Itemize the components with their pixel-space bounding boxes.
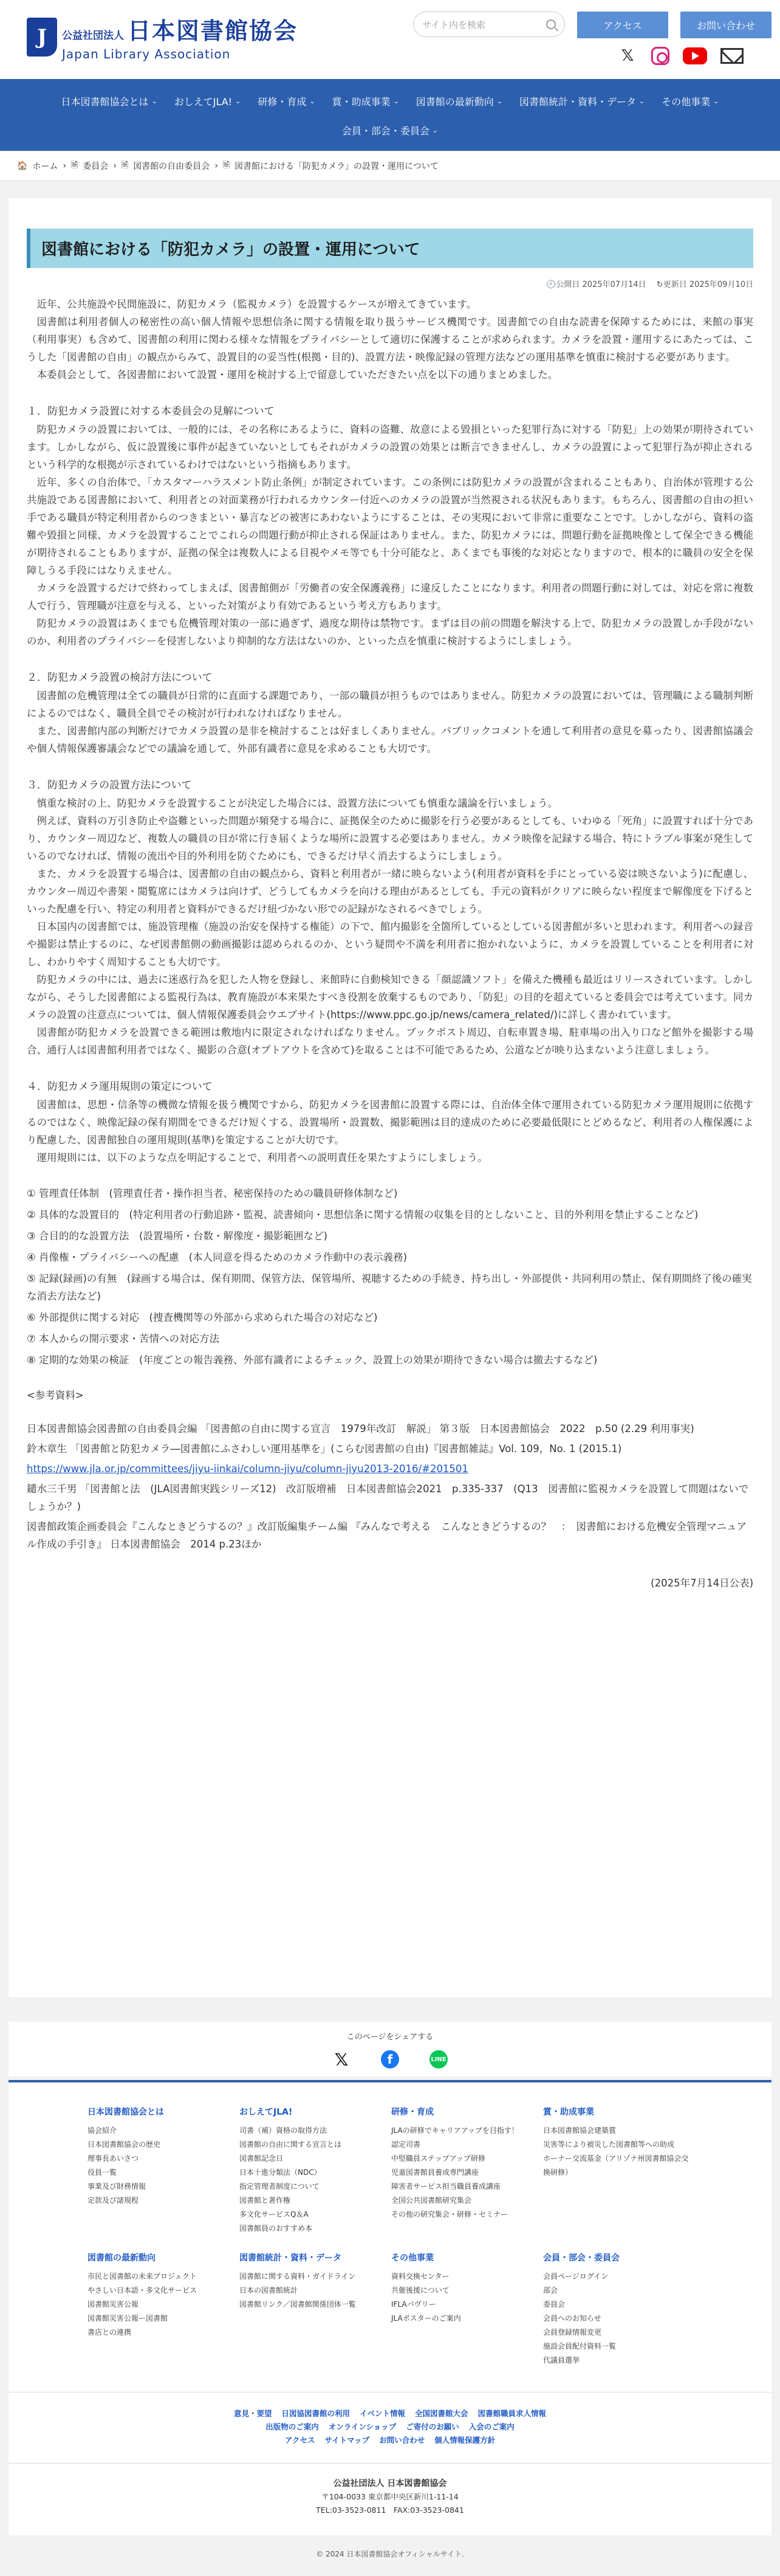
page-title: 図書館における「防犯カメラ」の設置・運用について xyxy=(27,229,753,268)
youtube-icon[interactable] xyxy=(683,47,707,64)
footer-link[interactable]: 図書館リンク／図書館関係団体一覧 xyxy=(239,2300,356,2309)
contact-button[interactable]: お問い合わせ xyxy=(680,12,771,38)
reference-link[interactable]: https://www.jla.or.jp/committees/jiyu-iinkai/column-jiyu/column-jiyu2013-2016/#201501 xyxy=(27,1463,468,1475)
footer-link[interactable]: 事業及び財務情報 xyxy=(87,2182,146,2191)
site-footer xyxy=(9,2080,771,2535)
nav-item-row1-3[interactable] xyxy=(324,88,408,114)
sns-links xyxy=(617,46,744,66)
section-paragraph: また、カメラを設置する場合は、図書館の自由の観点から、資料と利用者が一緒に映らないよう(利用者が資料を手にとっている姿は映さないよう)に配慮し、カウンター周辺や書架・閲覧席にはカメラは向けず、どうしてもカメラを向ける理由があるとしても、手元の資料がクリアに映らない程度まで解像度を下げるといった配慮を行い、特定の利用者と資料ができるだけ紐づかない形での記録がなされるべきでしょう。 xyxy=(27,868,753,915)
footer-link[interactable]: 市民と図書館の未来プロジェクト xyxy=(87,2272,197,2281)
share-label: このページをシェアする xyxy=(346,2033,434,2042)
references-heading: <参考資料> xyxy=(27,1390,84,1401)
article-dates xyxy=(27,278,753,289)
updated-date: ↻更新日 2025年09月10日 xyxy=(656,280,753,289)
footer-column-title[interactable]: 会員・部会・委員会 xyxy=(543,2253,620,2263)
section-heading: ２．防犯カメラ設置の検討方法について xyxy=(27,672,213,684)
reference-text: 鑓水三千男 「図書館と法 (JLA図書館実践シリーズ12) 改訂版増補 日本図書館協会2021 p.335-337 (Q13 図書館に監視カメラを設置して問題はないでしょうか？) xyxy=(27,1483,749,1512)
rule-item: ⑤ 記録(録画)の有無 (録画する場合は、保有期間、保管方法、保管場所、視聴するための手続き、持ち出し・外部提供・共同利用の禁止、保有期間終了後の確実な消去方法など) xyxy=(27,1273,752,1302)
footer-column xyxy=(87,2106,239,2236)
instagram-icon[interactable] xyxy=(651,47,669,65)
footer-links xyxy=(9,2392,771,2447)
chevron-down-icon: ⌄ xyxy=(432,126,439,134)
nav-item-row1-4[interactable] xyxy=(408,88,511,114)
footer-link[interactable]: 日本十進分類法（NDC） xyxy=(239,2168,321,2177)
footer-column-title[interactable]: 研修・育成 xyxy=(391,2107,434,2117)
footer-link[interactable]: 図書館に関する資料・ガイドライン xyxy=(239,2272,356,2281)
footer-bottom-link[interactable]: お問い合わせ xyxy=(379,2436,425,2445)
chevron-down-icon: ⌄ xyxy=(496,97,503,105)
section-paragraph: 近年、多くの自治体で、「カスタマーハラスメント防止条例」が制定されています。この条例には防犯カメラの設置が含まれることもあり、自治体が管理する公共施設である図書館において、利用者との対面業務が行われるカウンター付近へのカメラの設置が当然視される状況もあります。もちろん、図書館の自由の担い手である職員が特定利用者からのつきまとい・暴言などの被害にあわないようにすることは、その実現において非常に重要なことです。しかしながら、資料の盗難や毀損と同様、カメラを設置することでこれらの問題行動が抑止される保証はありません。また、防犯カメラには、問題行動を証拠映像として保全できる機能が期待されることもありますが、証拠の保全は複数人による目視やメモ等でも十分可能なと、あくまでも事後的な対応となりますので、根本的に職員の安全を保障しうる手段にはなりえません。 xyxy=(27,477,753,576)
footer-link[interactable]: 日本の図書館統計 xyxy=(239,2286,298,2295)
nav-item-row1-1[interactable] xyxy=(166,88,250,114)
search-placeholder: サイト内を検索 xyxy=(422,19,485,30)
reference-text: 鈴木章生 「図書館と防犯カメラ―図書館にふさわしい運用基準を」(こらむ図書館の自由)『図書館雑誌』Vol. 109，No. 1 (2015.1) xyxy=(27,1443,622,1455)
footer-bottom-link[interactable]: ご寄付のお願い xyxy=(406,2422,459,2431)
article xyxy=(9,198,771,1997)
reference-item xyxy=(27,1420,753,1438)
footer-link[interactable]: 多文化サービスQ＆A xyxy=(239,2210,309,2219)
footer-bottom-link[interactable]: 日図協図書館の利用 xyxy=(281,2409,350,2418)
section-paragraph: カメラを設置するだけで終わってしまえば、図書館側が「労働者の安全保護義務」に違反したことになります。利用者の問題行動に対しては、対応を常に複数人で行う、管理職が注意を与える、といった対策がより有効であるという考え方もあります。 xyxy=(27,582,753,611)
footer-link[interactable]: 日本図書館協会建築賞 xyxy=(543,2126,617,2135)
global-nav xyxy=(0,79,780,151)
document-icon: 🗎 xyxy=(222,160,230,170)
search-icon[interactable] xyxy=(546,19,556,29)
share-section xyxy=(9,2022,771,2076)
footer-postal: 〒104-0033 東京都中央区新川1-11-14 xyxy=(321,2492,459,2501)
nav-item-label: 図書館の最新動向 xyxy=(416,95,494,108)
footer-link[interactable]: 司書（補）資格の取得方法 xyxy=(239,2126,327,2135)
logo-name: 日本図書館協会 xyxy=(128,18,298,44)
footer-org: 公益社団法人 日本図書館協会 xyxy=(333,2479,447,2488)
footer-link[interactable]: IFLAパヴリー xyxy=(391,2300,436,2309)
footer-link[interactable]: その他の研究集会・研修・セミナー xyxy=(391,2210,508,2219)
document-icon: 🗎 xyxy=(71,160,78,170)
footer-column xyxy=(543,2106,695,2236)
breadcrumb-item[interactable]: 図書館の自由委員会 xyxy=(133,162,210,171)
mail-icon[interactable] xyxy=(720,48,744,64)
breadcrumb-item: 図書館における「防犯カメラ」の設置・運用について xyxy=(234,162,439,171)
nav-item-label: 会員・部会・委員会 xyxy=(341,125,429,137)
footer-link[interactable]: 図書館の自由に関する宣言とは xyxy=(239,2140,342,2149)
access-button[interactable]: アクセス xyxy=(577,12,668,38)
copyright: © 2024 日本図書館協会オフィシャルサイト. xyxy=(316,2550,464,2558)
footer-link[interactable]: 会員ページログイン xyxy=(543,2272,609,2281)
section-paragraph: 慎重な検討の上、防犯カメラを設置することが決定した場合には、設置方法についても慎重な議論を行いましょう。 xyxy=(36,797,558,809)
breadcrumb xyxy=(0,151,780,181)
footer-link[interactable]: 障害者サービス担当職員養成講座 xyxy=(391,2182,501,2191)
footer-link[interactable]: 全国公共図書館研究集会 xyxy=(391,2196,472,2205)
nav-item-row1-2[interactable] xyxy=(249,88,323,114)
rule-item: ⑥ 外部提供に関する対応 (捜査機関等の外部から求められた場合の対応など) xyxy=(27,1312,378,1323)
section-paragraph: 日本国内の図書館では、施設管理権（施設の治安を保持する権能）の下で、館内撮影を全箇所しているとしている図書館が多いと思われます。利用者への録音や撮影は禁止するのに、なぜ図書館側の動画撮影は認められるのか、という疑問や不満を利用者に抱かれないように、カメラを設置していることを利用者に対し、わかりやすく周知することも大切です。 xyxy=(27,921,753,968)
footer-bottom-link[interactable]: 個人情報保護方針 xyxy=(434,2436,496,2445)
footer-link[interactable]: 図書館災害公報ー図書館 xyxy=(87,2314,168,2323)
footer-link[interactable]: 日本図書館協会の歴史 xyxy=(87,2140,161,2149)
footer-column-title[interactable]: 図書館統計・資料・データ xyxy=(239,2253,341,2263)
footer-column-title[interactable]: おしえてJLA! xyxy=(239,2107,293,2117)
section-heading: ３．防犯カメラの設置方法について xyxy=(27,779,192,791)
breadcrumb-separator-icon: › xyxy=(214,161,218,171)
section-paragraph: また、図書館内部の判断だけでカメラ設置の是非を検討することは好ましくありません。パブリックコメントを通して利用者の意見を募ったり、図書館協議会や個人情報保護審議会などでの議論を通して、外部有識者に意見を求めることも大切です。 xyxy=(27,725,753,754)
intro-paragraph: 図書館は利用者個人の秘密性の高い個人情報や思想信条に関する情報を取り扱うサービス機関です。図書館での自由な読書を保障するためには、来館の事実（利用事実）も含めて、図書館の利用に関わる様々な情報をプライバシーとして適切に保護することが求められます。カメラを設置・運用するにあたっては、こうした「図書館の自由」の観点からみて、設置目的の妥当性(根拠・目的)、設置方法・映像記録の管理方法などの運用基準を慎重に検討する必要があります。 xyxy=(27,316,753,363)
footer-link[interactable]: やさしい日本語・多文化サービス xyxy=(87,2286,197,2295)
article-section xyxy=(27,777,753,1059)
footer-column xyxy=(543,2251,695,2368)
home-icon: 🏠 xyxy=(17,161,28,171)
footer-address xyxy=(9,2463,771,2517)
footer-link[interactable]: 指定管理者制度について xyxy=(239,2182,320,2191)
footer-link[interactable]: 会員登録情報変更 xyxy=(543,2328,602,2337)
footer-link[interactable]: 図書館員のおすすめ本 xyxy=(239,2224,313,2233)
footer-link[interactable]: 共催後援について xyxy=(391,2286,450,2295)
footer-link[interactable]: 会員へのお知らせ xyxy=(543,2314,601,2323)
breadcrumb-separator-icon: › xyxy=(113,161,117,171)
section-paragraph: 防犯カメラの設置はあくまでも危機管理対策の一部に過ぎず、過度な期待は禁物です。まずは目の前の問題を解決する上で、防犯カメラの設置しか手段がないのか、利用者のプライバシーを侵害しないより抑制的な方法はないのか、といった点を慎重に検討するようにしましょう。 xyxy=(27,618,753,647)
chevron-down-icon: ⌄ xyxy=(713,97,719,105)
footer-bottom-link[interactable]: アクセス xyxy=(284,2436,315,2445)
site-logo[interactable] xyxy=(27,12,298,61)
chevron-down-icon: ⌄ xyxy=(393,97,399,105)
footer-link[interactable]: 協会紹介 xyxy=(87,2126,117,2135)
footer-column xyxy=(239,2251,391,2368)
article-section xyxy=(27,669,753,757)
publication-note: (2025年7月14日公表) xyxy=(651,1577,753,1589)
footer-bottom-link[interactable]: 出版物のご案内 xyxy=(265,2422,319,2431)
footer-column xyxy=(391,2251,543,2368)
article-intro xyxy=(27,295,753,384)
chevron-down-icon: ⌄ xyxy=(151,97,157,105)
nav-item-row1-5[interactable] xyxy=(511,88,653,114)
rule-item: ⑦ 本人からの開示要求・苦情への対応方法 xyxy=(27,1333,220,1345)
chevron-down-icon: ⌄ xyxy=(639,97,645,105)
nav-item-label: 日本図書館協会とは xyxy=(61,95,149,108)
footer-link[interactable]: 認定司書 xyxy=(391,2140,421,2149)
breadcrumb-separator-icon: › xyxy=(63,161,67,171)
footer-link[interactable]: ホーナー交流基金（アリゾナ州図書館協会交換研修） xyxy=(543,2154,689,2177)
site-header xyxy=(0,0,780,79)
footer-column-title[interactable]: 日本図書館協会とは xyxy=(87,2107,164,2117)
footer-link[interactable]: 書店との連携 xyxy=(87,2328,132,2337)
footer-link[interactable]: 委員会 xyxy=(543,2300,566,2309)
logo-english: Japan Library Association xyxy=(62,47,231,61)
article-section xyxy=(27,403,753,650)
footer-bottom-link[interactable]: 全国図書館大会 xyxy=(415,2409,468,2418)
footer-bottom-link[interactable]: オンラインショップ xyxy=(328,2422,397,2431)
rules-list xyxy=(27,1185,753,1369)
footer-bottom-link[interactable]: サイトマップ xyxy=(324,2436,370,2445)
footer-link[interactable]: 施設会員配付資料一覧 xyxy=(543,2342,617,2350)
published-date: 🕘公開日 2025年07月14日 xyxy=(546,280,646,289)
logo-org-type: 公益社団法人 xyxy=(62,30,124,42)
footer-link[interactable]: 理事長あいさつ xyxy=(87,2154,139,2163)
section-heading: １．防犯カメラ設置に対する本委員会の見解について xyxy=(27,405,275,418)
nav-item-row2-0[interactable] xyxy=(334,119,446,141)
nav-item-row1-6[interactable] xyxy=(653,88,727,114)
intro-paragraph: 近年、公共施設や民間施設に、防犯カメラ（監視カメラ）を設置するケースが増えてきています。 xyxy=(36,298,477,310)
section-heading: ４．防犯カメラ運用規則の策定について xyxy=(27,1081,213,1093)
chevron-down-icon: ⌄ xyxy=(235,97,241,105)
rule-item: ③ 合目的的な設置方法 (設置場所・台数・解像度・撮影範囲など) xyxy=(27,1230,327,1242)
section-paragraph: 図書館の危機管理は全ての職員が日常的に直面する課題であり、一部の職員が担うものではありません。防犯カメラの設置においては、管理職による職制判断によるのではなく、職員全員でその検討が行われなければなりません。 xyxy=(27,690,753,719)
x-icon[interactable]: 𝕏 xyxy=(621,47,634,65)
section-paragraph: 運用規則には、以下のような点を明記することで、利用者への説明責任を果たすようにしましょう。 xyxy=(36,1152,488,1163)
reference-item xyxy=(27,1440,753,1458)
footer-link[interactable]: 資料交換センター xyxy=(391,2272,450,2281)
footer-link[interactable]: 中堅職員ステップアップ研修 xyxy=(391,2154,485,2163)
nav-item-label: 研修・育成 xyxy=(258,95,307,108)
footer-link[interactable]: JLAの研修でキャリアアップを目指す！ xyxy=(391,2126,519,2135)
breadcrumb-item[interactable]: 委員会 xyxy=(83,162,109,171)
footer-link[interactable]: 図書館災害公報 xyxy=(87,2300,139,2309)
section-paragraph: 図書館が防犯カメラを設置できる範囲は敷地内に限定されなければなりません。ブックポスト周辺、自転車置き場、駐車場の出入り口など館外を撮影する場合、通行人は図書館利用者ではなく、撮影の合意(オプトアウトを含めて)を取ることは不可能であるため、公道などが映り込まないよう注意しましょう。 xyxy=(27,1027,753,1056)
nav-item-label: おしえてJLA! xyxy=(174,95,233,108)
rule-item: ⑧ 定期的な効果の検証 (年度ごとの報告義務、外部有識者によるチェック、設置上の効果が期待できない場合は撤去するなど) xyxy=(27,1354,598,1366)
reference-item xyxy=(27,1460,753,1478)
footer-link[interactable]: 図書館と著作権 xyxy=(239,2196,291,2205)
chevron-down-icon: ⌄ xyxy=(309,97,315,105)
nav-item-row1-0[interactable] xyxy=(53,88,166,114)
section-paragraph: 防犯カメラの設置においては、一般的には、その名称にあるように、資料の盗難、故意による毀損といった犯罪行為に対する「防犯」上の効果が期待されています。しかしながら、仮に設置後に事件が起きていないとしてもそれがカメラの設置の効果とは断言できませんし、カメラの設置によって犯罪行為が抑止されるという科学的な根拠が示されているわけではないという指摘もあります。 xyxy=(27,424,753,470)
footer-link[interactable]: 災害等により被災した図書館等への助成 xyxy=(543,2140,675,2149)
footer-link[interactable]: 部会 xyxy=(543,2286,558,2295)
reference-text: 日本図書館協会図書館の自由委員会編 「図書館の自由に関する宣言 1979年改訂 解説」 第３版 日本図書館協会 2022 p.50 (2.29 利用事実) xyxy=(27,1423,694,1434)
footer-column-title[interactable]: その他事業 xyxy=(391,2253,434,2263)
footer-column xyxy=(239,2106,391,2236)
reference-item xyxy=(27,1518,753,1553)
intro-paragraph: 本委員会として、各図書館において設置・運用を検討する上で留意していただきたい点を以下の通りまとめました。 xyxy=(36,369,558,381)
footer-link[interactable]: 図書館記念日 xyxy=(239,2154,284,2163)
logo-mark: J xyxy=(27,18,57,57)
share-x-icon[interactable]: 𝕏 xyxy=(334,2049,349,2070)
footer-link[interactable]: 代議員選挙 xyxy=(543,2356,580,2364)
footer-tel: TEL:03-3523-0811 FAX:03-3523-0841 xyxy=(316,2505,464,2515)
footer-bottom-link[interactable]: 入会のご案内 xyxy=(468,2422,515,2431)
breadcrumb-item[interactable]: ホーム xyxy=(32,162,58,171)
footer-column-title[interactable]: 図書館の最新動向 xyxy=(87,2253,156,2263)
rule-item: ① 管理責任体制 (管理責任者・操作担当者、秘密保持のための職員研修体制など) xyxy=(27,1188,398,1199)
nav-item-label: 図書館統計・資料・データ xyxy=(519,95,637,108)
footer-column xyxy=(87,2251,239,2368)
footer-link[interactable]: JLAポスターのご案内 xyxy=(391,2314,461,2323)
nav-item-label: 賞・助成事業 xyxy=(332,95,391,108)
footer-bottom-link[interactable]: イベント情報 xyxy=(359,2409,405,2418)
rule-item: ④ 肖像権・プライバシーへの配慮 (本人同意を得るためのカメラ作動中の表示義務) xyxy=(27,1252,408,1263)
search-input[interactable] xyxy=(413,12,565,37)
references-list xyxy=(27,1420,753,1553)
reference-item xyxy=(27,1480,753,1515)
footer-column-title[interactable]: 賞・助成事業 xyxy=(543,2107,594,2117)
footer-bottom-link[interactable]: 図書館職員求人情報 xyxy=(477,2409,547,2418)
section-paragraph: 例えば、資料の万引き防止や盗難といった問題が頻発する場合に、証拠保全のために撮影を行う必要があるとしても、いわゆる「死角」に設置すれば十分であり、カウンター周辺など、複数人の職員の目が常に行き届くような場所に設置する必要はありません。カメラ映像を記録する場合、特にトラブル事案が発生しているのでなければ、情報の流出や目的外利用を防ぐためにも、できるだけ早く消去するようにしましょう。 xyxy=(27,815,753,862)
footer-link[interactable]: 役員一覧 xyxy=(87,2168,117,2177)
footer-bottom-link[interactable]: 意見・要望 xyxy=(233,2409,272,2418)
footer-link[interactable]: 児童図書館員養成専門講座 xyxy=(391,2168,479,2177)
section-paragraph: 図書館は、思想・信条等の機微な情報を扱う機関ですから、防犯カメラを図書館に設置する際には、自治体全体で運用されている防犯カメラ運用規則に依拠するのではなく、映像記録の保有期間をできるだけ短くする、設置場所・設置数、撮影範囲は目的達成のために必要最低限にとどめるなど、利用者の人権保護により配慮した、図書館独自の運用規則(基準)を策定することが大切です。 xyxy=(27,1099,753,1146)
nav-item-label: その他事業 xyxy=(662,95,711,108)
share-facebook-icon[interactable]: f xyxy=(381,2050,399,2068)
reference-text: 図書館政策企画委員会『こんなときどうするの？』改訂版編集チーム編 『みんなで考える こんなときどうするの？ ： 図書館における危機安全管理マニュアル作成の手引き』 日本図書館協会 2014 p.23ほか xyxy=(27,1521,747,1550)
article-section xyxy=(27,1078,753,1166)
share-line-icon[interactable]: LINE xyxy=(429,2050,448,2068)
section-paragraph: 防犯カメラの中には、過去に迷惑行為を犯した人物を登録し、来館時に自動検知できる「顔認識ソフト」を備えた機種も最近はリリースされています。しかしながら、そうした図書館による監視行為は、教育施設が本来果たすべき役割を放棄するものであり、「防犯」の目的を超えていると委員会では考えています。同カメラの設置の注意点については、個人情報保護委員会ウエブサイト(https://www.ppc.go.jp/news/camera_related/)に詳しく書かれています。 xyxy=(27,974,753,1021)
document-icon: 🗎 xyxy=(121,160,129,170)
rule-item: ② 具体的な設置目的 (特定利用者の行動追跡・監視、読書傾向・思想信条に関する情報の収集を目的としないこと、目的外利用を禁止することなど) xyxy=(27,1209,699,1221)
footer-column xyxy=(391,2106,543,2236)
footer-link[interactable]: 定款及び諸規程 xyxy=(87,2196,139,2205)
